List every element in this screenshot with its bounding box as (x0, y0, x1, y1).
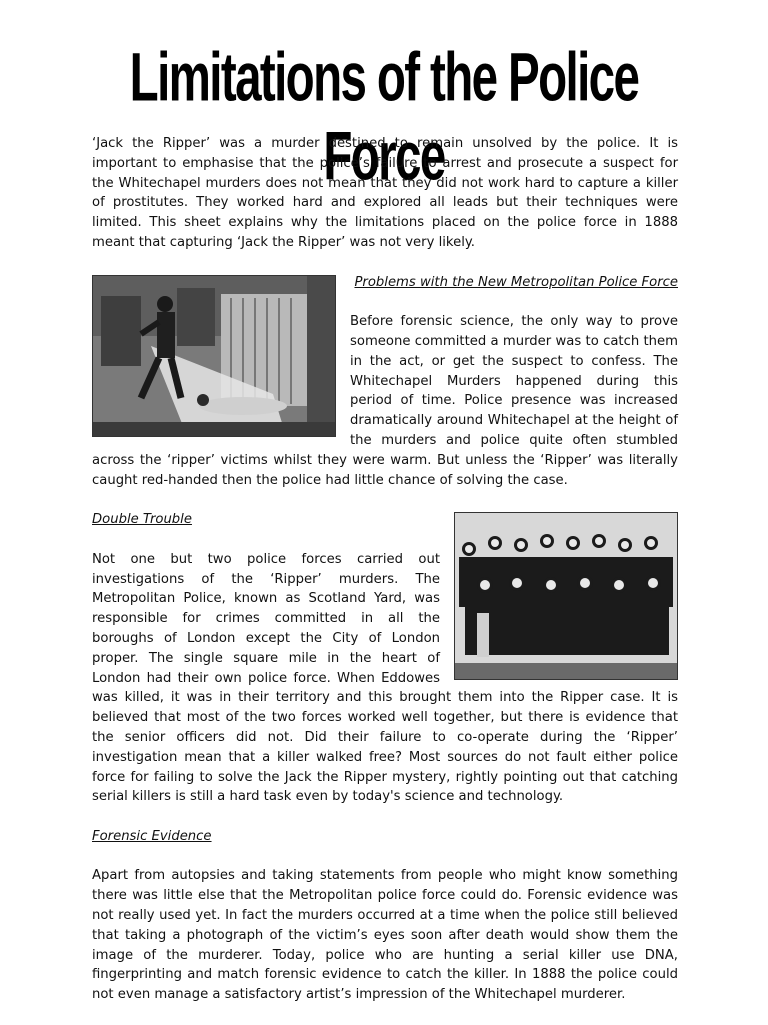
new-met-paragraph: Before forensic science, the only way to prove someone committed a murder was to catch them in the act, or get the suspect to confess. The Whitechapel Murders happened during this period of time. Police presence was increased dramatically around Whitechapel at the height of the murders and police quite often stumbled across the ‘ripper’ victims whilst they were warm. But unless the ‘Ripper’ was literally caught red-handed then the police had little chance of solving the case. (92, 314, 678, 488)
police-group-photograph (454, 512, 678, 680)
page-title: Limitations of the Police Force (129, 39, 639, 195)
section-heading-forensic: Forensic Evidence (92, 828, 212, 844)
police-lantern-illustration (92, 275, 336, 437)
double-trouble-paragraph: Not one but two police forces carried out investigations of the ‘Ripper’ murders. The Metropolitan Police, known as Scotland Yard, was responsible for crimes committed in all the boroughs of London except the City of London proper. The single square mile in the heart of London had their own police force. When Eddowes was killed, it was in their territory and this brought them into the Ripper case. It is believed that most of the two forces worked well together, but there is evidence that the senior officers did not. Did their failure to co-operate during the ‘Ripper’ investigation mean that a killer walked free? Most sources do not fault either police force for failing to solve the Jack the Ripper mystery, rightly pointing out that catching serial killers is still a hard task even by today's science and technology. (92, 551, 678, 805)
section-heading-double-trouble: Double Trouble (92, 512, 192, 528)
intro-paragraph: ‘Jack the Ripper’ was a murder destined to remain unsolved by the police. It is important to emphasise that the police’s failure to arrest and prosecute a suspect for the Whitechapel murders does not mean that they did not work hard to capture a killer of prostitutes. They worked hard and explored all leads but their techniques were limited. This sheet explains why the limitations placed on the police force in 1888 meant that capturing ‘Jack the Ripper’ was not very likely. (92, 136, 678, 250)
content-body (92, 134, 678, 1025)
forensic-paragraph: Apart from autopsies and taking statements from people who might know something there was little else that the Metropolitan police force could do. Forensic evidence was not really used yet. In fact the murders occurred at a time when the police still believed that taking a photograph of the victim’s eyes soon after death would show them the image of the murderer. Today, police who are hunting a serial killer use DNA, fingerprinting and match forensic evidence to catch the killer. In 1888 the police could not even manage a satisfactory artist’s impression of the Whitechapel murderer. (92, 868, 678, 1003)
section-heading-new-met: Problems with the New Metropolitan Police Force (354, 274, 678, 290)
